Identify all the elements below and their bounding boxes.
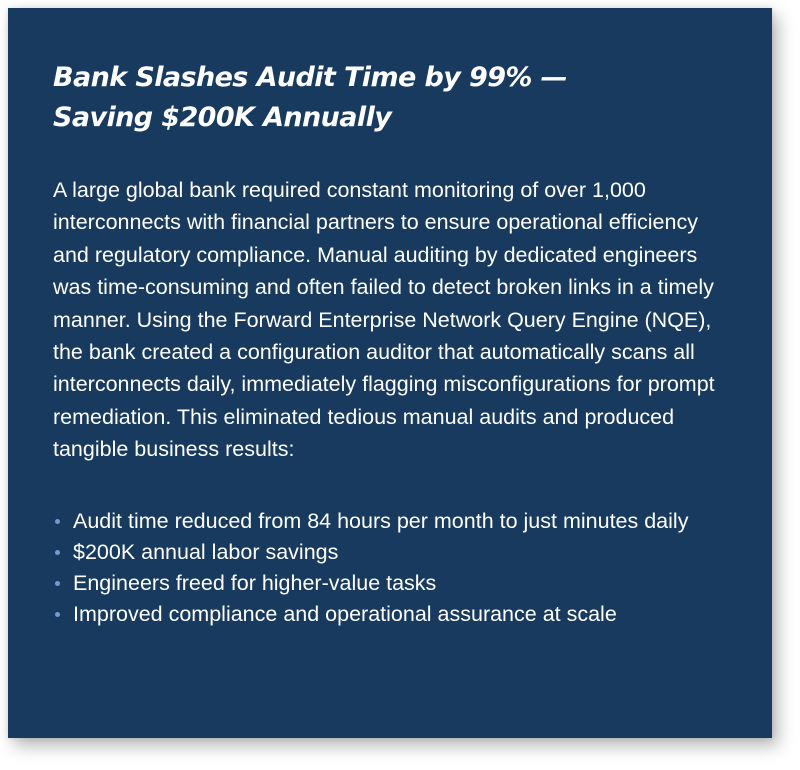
result-item-text: Improved compliance and operational assurance at scale	[73, 601, 617, 626]
result-item-text: Audit time reduced from 84 hours per month to just minutes daily	[73, 508, 689, 533]
result-item-text: Engineers freed for higher-value tasks	[73, 570, 437, 595]
case-study-title	[53, 58, 732, 138]
bullet-icon	[55, 550, 60, 555]
results-list	[53, 506, 732, 630]
title-line-2: Saving $200K Annually	[53, 102, 392, 133]
case-study-body: A large global bank required constant monitoring of over 1,000 interconnects with financial partners to ensure operational efficiency and regulatory compliance. Manual auditing by dedicated engineers was time-consuming and often failed to detect broken links in a timely manner. Using the Forward Enterprise Network Query Engine (NQE), the bank created a configuration auditor that automatically scans all interconnects daily, immediately flagging misconfigurations for prompt remediation. This eliminated tedious manual audits and produced tangible business results:	[53, 178, 715, 462]
result-item	[53, 568, 732, 599]
bullet-icon	[55, 612, 60, 617]
result-item	[53, 599, 732, 630]
bullet-icon	[55, 581, 60, 586]
title-line-1: Bank Slashes Audit Time by 99% —	[53, 62, 568, 93]
result-item	[53, 506, 732, 537]
result-item-text: $200K annual labor savings	[73, 539, 339, 564]
bullet-icon	[55, 519, 60, 524]
result-item	[53, 537, 732, 568]
case-study-card	[8, 8, 772, 738]
